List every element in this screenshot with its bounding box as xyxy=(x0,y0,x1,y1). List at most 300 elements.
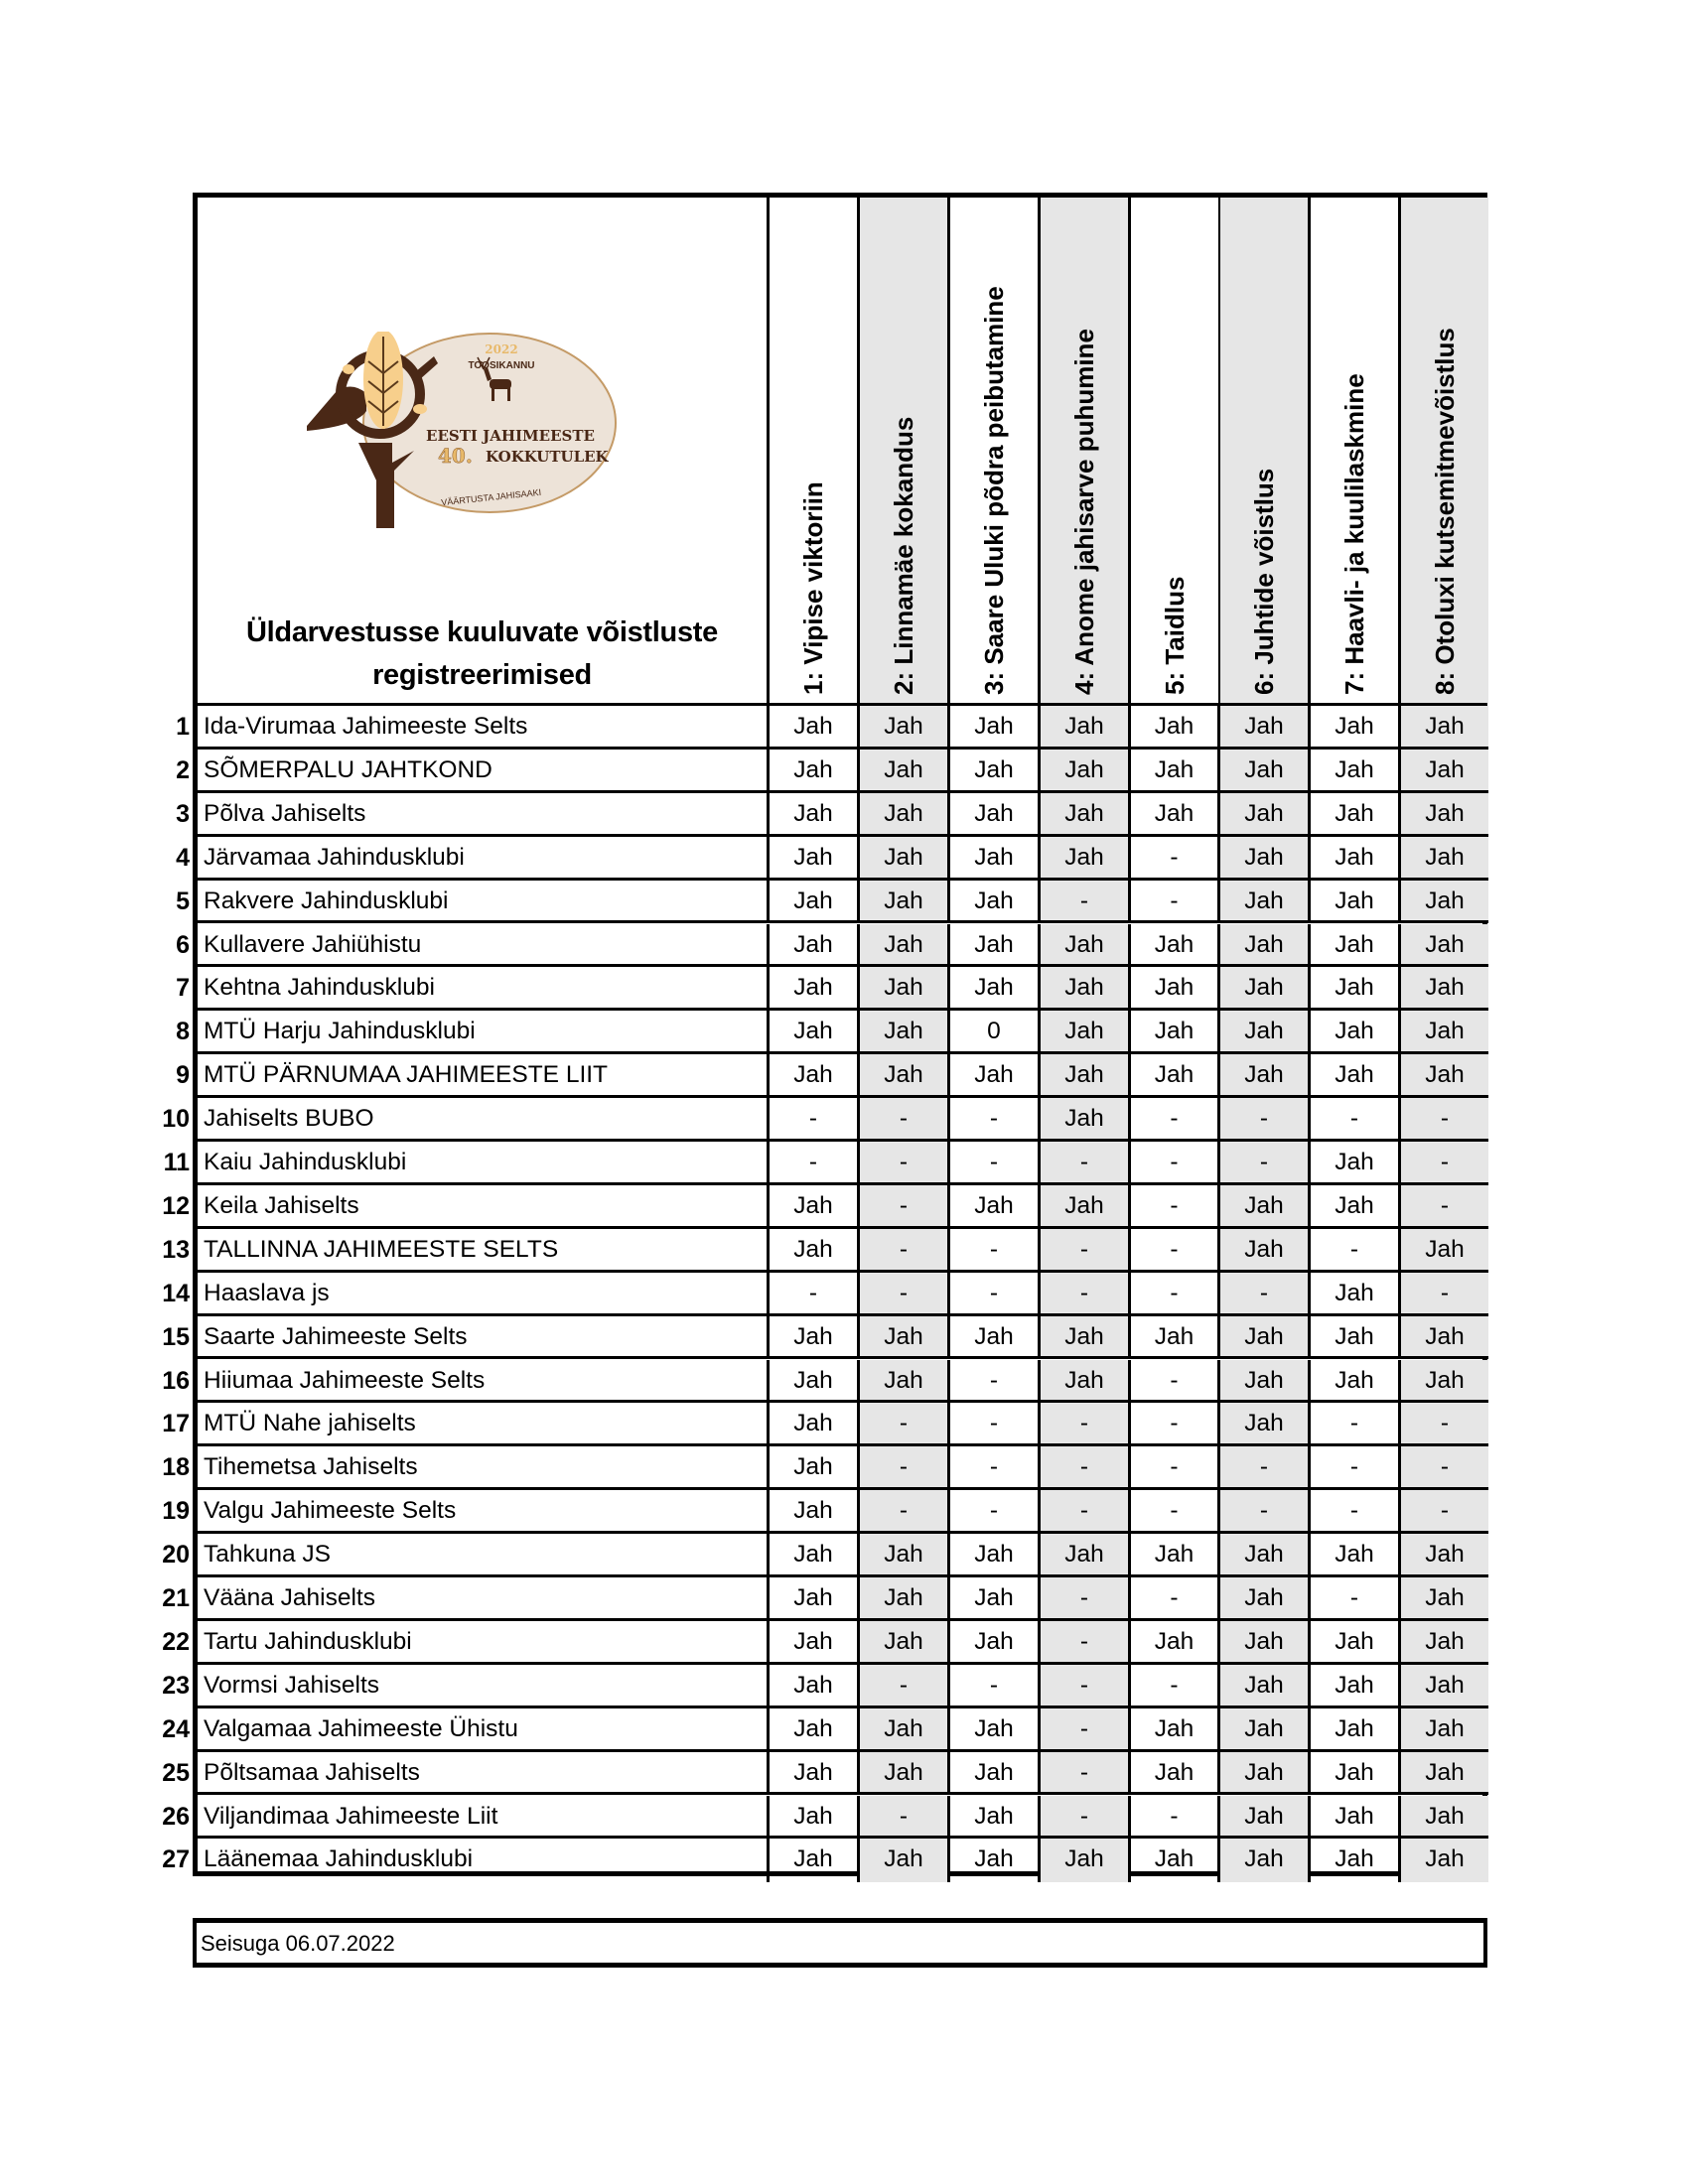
registration-cell: Jah xyxy=(1311,1054,1401,1098)
club-name: Saarte Jahimeeste Selts xyxy=(198,1316,770,1360)
registration-cell: Jah xyxy=(1220,837,1311,881)
registration-cell: - xyxy=(1401,1403,1488,1446)
registration-cell: Jah xyxy=(770,1534,860,1577)
registration-cell: Jah xyxy=(860,1316,950,1360)
row-number: 12 xyxy=(162,1191,190,1220)
registration-cell: Jah xyxy=(1401,1839,1488,1882)
registration-cell: Jah xyxy=(1220,1708,1311,1752)
row-number: 27 xyxy=(162,1845,190,1874)
registration-cell: Jah xyxy=(770,1621,860,1665)
registration-cell: Jah xyxy=(1220,1403,1311,1446)
registration-cell: Jah xyxy=(1401,1316,1488,1360)
registration-cell: Jah xyxy=(860,706,950,750)
registration-cell: Jah xyxy=(1311,1011,1401,1054)
registration-cell: Jah xyxy=(770,837,860,881)
column-header-5 xyxy=(1131,198,1221,703)
registration-cell: - xyxy=(1311,1403,1401,1446)
registration-cell: Jah xyxy=(1041,924,1131,968)
registration-cell: Jah xyxy=(1311,1185,1401,1229)
registration-cell: - xyxy=(1220,1142,1311,1185)
registration-cell: - xyxy=(1041,1403,1131,1446)
registration-cell: Jah xyxy=(1311,1752,1401,1796)
club-name: MTÜ PÄRNUMAA JAHIMEESTE LIIT xyxy=(198,1054,770,1098)
row-number: 19 xyxy=(162,1497,190,1526)
registration-cell: - xyxy=(860,1142,950,1185)
registration-cell: - xyxy=(1131,1142,1220,1185)
row-number: 22 xyxy=(162,1627,190,1656)
registration-cell: Jah xyxy=(1041,706,1131,750)
registration-cell: Jah xyxy=(1311,706,1401,750)
table-row xyxy=(176,881,1482,924)
registration-cell: Jah xyxy=(1311,1708,1401,1752)
row-number: 5 xyxy=(176,887,190,915)
row-number: 1 xyxy=(176,713,190,741)
club-name: MTÜ Harju Jahindusklubi xyxy=(198,1011,770,1054)
column-header-1 xyxy=(770,198,860,703)
row-number: 23 xyxy=(162,1671,190,1700)
club-name: Haaslava js xyxy=(198,1273,770,1316)
registration-cell: Jah xyxy=(1311,1316,1401,1360)
registration-cell: Jah xyxy=(1220,793,1311,837)
registration-cell: Jah xyxy=(1220,1185,1311,1229)
registration-cell: - xyxy=(860,1185,950,1229)
registration-cell: Jah xyxy=(1131,1708,1220,1752)
registration-cell: - xyxy=(1311,1490,1401,1534)
registration-cell: Jah xyxy=(1041,750,1131,793)
registration-cell: Jah xyxy=(1220,1665,1311,1708)
svg-text:40.: 40. xyxy=(438,444,473,468)
registration-cell: Jah xyxy=(860,1621,950,1665)
registration-cell: - xyxy=(1041,1142,1131,1185)
registration-cell: Jah xyxy=(860,1534,950,1577)
row-number: 14 xyxy=(162,1279,190,1307)
registration-cell: - xyxy=(1131,881,1220,924)
title-line-2: registreerimised xyxy=(372,659,592,691)
registration-cell: Jah xyxy=(1220,1360,1311,1404)
registration-cell: - xyxy=(1220,1446,1311,1490)
club-name: SÕMERPALU JAHTKOND xyxy=(198,750,770,793)
registration-cell: Jah xyxy=(1311,1839,1401,1882)
registration-cell: Jah xyxy=(1311,1621,1401,1665)
registration-cell: Jah xyxy=(1131,1054,1220,1098)
registration-cell: Jah xyxy=(1220,1839,1311,1882)
registration-cell: - xyxy=(1041,1621,1131,1665)
table-row xyxy=(162,1490,1482,1534)
status-date: Seisuga 06.07.2022 xyxy=(201,1931,395,1956)
registration-cell: Jah xyxy=(770,1839,860,1882)
table-row xyxy=(162,1621,1482,1665)
registration-cell: - xyxy=(950,1142,1041,1185)
registration-cell: Jah xyxy=(950,1316,1041,1360)
row-number: 10 xyxy=(162,1105,190,1134)
registration-cell: - xyxy=(950,1360,1041,1404)
title-cell xyxy=(198,198,770,703)
club-name: Tihemetsa Jahiselts xyxy=(198,1446,770,1490)
registration-cell: Jah xyxy=(860,1054,950,1098)
registration-cell: Jah xyxy=(770,750,860,793)
registration-cell: Jah xyxy=(950,750,1041,793)
club-name: Viljandimaa Jahimeeste Liit xyxy=(198,1796,770,1840)
registration-cell: Jah xyxy=(1220,1752,1311,1796)
registration-cell: Jah xyxy=(950,1054,1041,1098)
registration-cell: Jah xyxy=(770,1577,860,1621)
column-header-4 xyxy=(1041,198,1131,703)
registration-cell: Jah xyxy=(1311,881,1401,924)
registration-cell: Jah xyxy=(1401,750,1488,793)
registration-cell: Jah xyxy=(950,1708,1041,1752)
registration-cell: - xyxy=(950,1229,1041,1273)
club-name: Tahkuna JS xyxy=(198,1534,770,1577)
registration-cell: Jah xyxy=(1131,924,1220,968)
table-row xyxy=(162,1577,1482,1621)
registration-cell: - xyxy=(1401,1490,1488,1534)
registration-cell: Jah xyxy=(860,924,950,968)
registration-cell: Jah xyxy=(1401,837,1488,881)
registration-cell: - xyxy=(1041,1665,1131,1708)
registration-cell: Jah xyxy=(950,1752,1041,1796)
registration-cell: Jah xyxy=(860,1577,950,1621)
registration-cell: Jah xyxy=(860,881,950,924)
registration-cell: Jah xyxy=(1220,967,1311,1011)
registration-cell: Jah xyxy=(1131,750,1220,793)
registration-cell: - xyxy=(1311,1577,1401,1621)
column-header-3 xyxy=(950,198,1041,703)
club-name: Vormsi Jahiselts xyxy=(198,1665,770,1708)
registration-cell: Jah xyxy=(1220,1011,1311,1054)
registration-cell: Jah xyxy=(1041,1360,1131,1404)
svg-text:KOKKUTULEK: KOKKUTULEK xyxy=(486,448,609,466)
registration-cell: - xyxy=(950,1490,1041,1534)
registration-cell: Jah xyxy=(1401,706,1488,750)
club-name: Põltsamaa Jahiselts xyxy=(198,1752,770,1796)
row-number: 2 xyxy=(176,755,190,784)
registration-cell: Jah xyxy=(1131,967,1220,1011)
registration-cell: Jah xyxy=(950,793,1041,837)
row-number: 7 xyxy=(176,974,190,1003)
registration-cell: - xyxy=(860,1796,950,1840)
table-row xyxy=(162,1229,1482,1273)
svg-text:2022: 2022 xyxy=(485,342,518,356)
registration-cell: Jah xyxy=(1131,706,1220,750)
registration-cell: - xyxy=(1131,1490,1220,1534)
registration-cell: Jah xyxy=(950,706,1041,750)
registration-cell: Jah xyxy=(770,967,860,1011)
table-row xyxy=(162,1534,1482,1577)
registration-cell: - xyxy=(1131,1577,1220,1621)
table-row xyxy=(176,793,1482,837)
club-name: Põlva Jahiselts xyxy=(198,793,770,837)
registration-cell: Jah xyxy=(1311,837,1401,881)
club-name: Järvamaa Jahindusklubi xyxy=(198,837,770,881)
row-number: 16 xyxy=(162,1366,190,1395)
registration-cell: - xyxy=(1220,1273,1311,1316)
registration-cell: Jah xyxy=(1041,1098,1131,1142)
row-number: 11 xyxy=(163,1149,190,1176)
registration-cell: Jah xyxy=(1311,1534,1401,1577)
registration-cell: Jah xyxy=(1401,1708,1488,1752)
registration-cell: - xyxy=(1041,1446,1131,1490)
column-label: 6: Juhtide võistlus xyxy=(1249,468,1279,695)
registration-cell: Jah xyxy=(1311,750,1401,793)
registration-cell: Jah xyxy=(770,1054,860,1098)
table-row xyxy=(162,1752,1482,1796)
registration-cell: - xyxy=(770,1142,860,1185)
column-label: 8: Otoluxi kutsemitmevõistlus xyxy=(1430,328,1460,695)
registration-cell: - xyxy=(1401,1142,1488,1185)
registration-cell: Jah xyxy=(950,837,1041,881)
registration-cell: Jah xyxy=(770,793,860,837)
registration-cell: Jah xyxy=(1401,1621,1488,1665)
registration-cell: - xyxy=(1131,1098,1220,1142)
registration-cell: Jah xyxy=(1401,1011,1488,1054)
registration-cell: Jah xyxy=(950,1621,1041,1665)
registration-cell: Jah xyxy=(1220,750,1311,793)
registration-cell: - xyxy=(1311,1098,1401,1142)
club-name: Hiiumaa Jahimeeste Selts xyxy=(198,1360,770,1404)
table-header xyxy=(198,198,1482,706)
row-number: 17 xyxy=(162,1410,190,1438)
registration-cell: Jah xyxy=(1220,1796,1311,1840)
registration-cell: Jah xyxy=(1131,1839,1220,1882)
registration-cell: - xyxy=(1401,1185,1488,1229)
row-number: 25 xyxy=(162,1758,190,1787)
table-row xyxy=(163,1142,1482,1185)
registration-cell: - xyxy=(860,1490,950,1534)
registration-cell: - xyxy=(1401,1446,1488,1490)
registration-cell: Jah xyxy=(860,1708,950,1752)
table-row xyxy=(162,1665,1482,1708)
registration-cell: Jah xyxy=(770,881,860,924)
registration-cell: - xyxy=(1131,1229,1220,1273)
registration-cell: 0 xyxy=(950,1011,1041,1054)
club-name: Kehtna Jahindusklubi xyxy=(198,967,770,1011)
club-name: Läänemaa Jahindusklubi xyxy=(198,1839,770,1882)
registration-cell: Jah xyxy=(1041,1316,1131,1360)
registration-cell: Jah xyxy=(1131,1316,1220,1360)
registration-cell: Jah xyxy=(1401,1534,1488,1577)
club-name: Valgu Jahimeeste Selts xyxy=(198,1490,770,1534)
registration-cell: Jah xyxy=(1401,1229,1488,1273)
row-number: 8 xyxy=(176,1018,190,1046)
registration-cell: Jah xyxy=(770,1229,860,1273)
registration-cell: - xyxy=(860,1446,950,1490)
registration-cell: - xyxy=(860,1273,950,1316)
registration-cell: Jah xyxy=(950,924,1041,968)
registration-cell: - xyxy=(1131,1403,1220,1446)
registration-cell: Jah xyxy=(770,1360,860,1404)
registration-cell: Jah xyxy=(860,1360,950,1404)
registration-cell: - xyxy=(1041,881,1131,924)
registration-cell: Jah xyxy=(770,1185,860,1229)
registration-cell: - xyxy=(1041,1490,1131,1534)
column-header-7 xyxy=(1311,198,1401,703)
registration-cell: - xyxy=(1311,1229,1401,1273)
title-line-1: Üldarvestusse kuuluvate võistluste xyxy=(246,616,718,648)
table-row xyxy=(176,750,1482,793)
column-label: 4: Anome jahisarve puhumine xyxy=(1069,329,1099,695)
registration-cell: Jah xyxy=(1041,967,1131,1011)
registration-cell: Jah xyxy=(1401,924,1488,968)
registration-cell: Jah xyxy=(770,1316,860,1360)
registration-cell: Jah xyxy=(1131,1534,1220,1577)
registration-cell: - xyxy=(1041,1273,1131,1316)
table-row xyxy=(162,1708,1482,1752)
registration-cell: - xyxy=(950,1665,1041,1708)
registration-cell: - xyxy=(770,1098,860,1142)
registration-cell: Jah xyxy=(1041,1011,1131,1054)
registration-cell: Jah xyxy=(1220,1316,1311,1360)
club-name: Kaiu Jahindusklubi xyxy=(198,1142,770,1185)
registration-cell: - xyxy=(770,1273,860,1316)
registration-cell: - xyxy=(1041,1708,1131,1752)
registration-cell: Jah xyxy=(1220,1577,1311,1621)
registration-cell: Jah xyxy=(1220,924,1311,968)
table-row xyxy=(176,924,1482,968)
registration-cell: - xyxy=(1041,1577,1131,1621)
registration-cell: Jah xyxy=(1041,793,1131,837)
registration-cell: Jah xyxy=(1401,881,1488,924)
registration-cell: Jah xyxy=(770,1490,860,1534)
svg-text:TOOSIKANNU: TOOSIKANNU xyxy=(468,360,535,371)
registration-cell: - xyxy=(1401,1273,1488,1316)
registration-cell: - xyxy=(860,1098,950,1142)
row-number: 15 xyxy=(162,1322,190,1351)
row-number: 20 xyxy=(162,1541,190,1570)
registration-cell: Jah xyxy=(950,1577,1041,1621)
registration-cell: Jah xyxy=(1401,1796,1488,1840)
club-name: Valgamaa Jahimeeste Ühistu xyxy=(198,1708,770,1752)
column-label: 2: Linnamäe kokandus xyxy=(889,416,918,695)
registration-cell: Jah xyxy=(950,1796,1041,1840)
registration-cell: Jah xyxy=(1041,1185,1131,1229)
table-row xyxy=(176,1054,1482,1098)
club-name: TALLINNA JAHIMEESTE SELTS xyxy=(198,1229,770,1273)
registration-cell: Jah xyxy=(1311,1273,1401,1316)
registration-cell: - xyxy=(1041,1796,1131,1840)
column-label: 7: Haavli- ja kuulilaskmine xyxy=(1339,373,1369,695)
registration-cell: - xyxy=(1131,1665,1220,1708)
row-number: 26 xyxy=(162,1802,190,1831)
club-name: Vääna Jahiselts xyxy=(198,1577,770,1621)
club-name: Jahiselts BUBO xyxy=(198,1098,770,1142)
registration-cell: Jah xyxy=(1311,1360,1401,1404)
registration-cell: - xyxy=(1041,1229,1131,1273)
registration-cell: Jah xyxy=(1041,1534,1131,1577)
registration-cell: Jah xyxy=(770,1708,860,1752)
table-row xyxy=(162,1360,1482,1404)
registration-cell: Jah xyxy=(770,1403,860,1446)
club-name: Keila Jahiselts xyxy=(198,1185,770,1229)
club-name: Ida-Virumaa Jahimeeste Selts xyxy=(198,706,770,750)
svg-text:VÄÄRTUSTA JAHISAAKI: VÄÄRTUSTA JAHISAAKI xyxy=(440,486,542,508)
registration-cell: Jah xyxy=(950,1185,1041,1229)
registration-cell: Jah xyxy=(1401,1054,1488,1098)
registration-cell: Jah xyxy=(1401,793,1488,837)
registration-cell: - xyxy=(950,1403,1041,1446)
registration-cell: Jah xyxy=(770,924,860,968)
registration-cell: Jah xyxy=(1401,967,1488,1011)
table-row xyxy=(162,1796,1482,1840)
registration-table xyxy=(162,193,1487,1876)
registration-cell: Jah xyxy=(1311,1142,1401,1185)
registration-cell: Jah xyxy=(1041,1839,1131,1882)
page-title xyxy=(198,612,767,697)
event-logo-icon xyxy=(297,332,625,530)
registration-cell: Jah xyxy=(1311,793,1401,837)
table-row xyxy=(176,967,1482,1011)
row-number: 4 xyxy=(176,843,190,872)
table-row xyxy=(162,1316,1482,1360)
registration-cell: Jah xyxy=(1311,1665,1401,1708)
registration-cell: Jah xyxy=(770,1011,860,1054)
registration-cell: Jah xyxy=(1131,1011,1220,1054)
registration-cell: - xyxy=(950,1098,1041,1142)
registration-cell: Jah xyxy=(950,1839,1041,1882)
registration-cell: Jah xyxy=(1041,1054,1131,1098)
registration-cell: Jah xyxy=(950,1534,1041,1577)
row-number: 21 xyxy=(162,1584,190,1612)
registration-cell: Jah xyxy=(1041,837,1131,881)
registration-cell: - xyxy=(1131,1446,1220,1490)
registration-cell: Jah xyxy=(770,706,860,750)
registration-cell: Jah xyxy=(860,1752,950,1796)
row-number: 3 xyxy=(176,799,190,828)
registration-cell: - xyxy=(1131,1185,1220,1229)
registration-cell: Jah xyxy=(1220,1534,1311,1577)
registration-cell: Jah xyxy=(950,967,1041,1011)
column-label: 5: Taidlus xyxy=(1160,576,1190,695)
registration-cell: Jah xyxy=(860,750,950,793)
registration-cell: Jah xyxy=(860,1011,950,1054)
registration-cell: Jah xyxy=(1220,1229,1311,1273)
svg-text:EESTI JAHIMEESTE: EESTI JAHIMEESTE xyxy=(426,427,595,445)
registration-cell: Jah xyxy=(950,881,1041,924)
table-row xyxy=(162,1446,1482,1490)
registration-cell: - xyxy=(1131,1273,1220,1316)
row-number: 24 xyxy=(162,1714,190,1743)
registration-cell: Jah xyxy=(770,1665,860,1708)
registration-cell: Jah xyxy=(1401,1752,1488,1796)
table-row xyxy=(162,1098,1482,1142)
table-row xyxy=(162,1273,1482,1316)
registration-cell: Jah xyxy=(1220,706,1311,750)
registration-cell: Jah xyxy=(770,1796,860,1840)
registration-cell: Jah xyxy=(1311,924,1401,968)
registration-cell: Jah xyxy=(860,1839,950,1882)
registration-cell: Jah xyxy=(1311,1796,1401,1840)
registration-cell: Jah xyxy=(1131,1621,1220,1665)
registration-cell: Jah xyxy=(860,837,950,881)
registration-cell: - xyxy=(950,1273,1041,1316)
registration-cell: - xyxy=(860,1229,950,1273)
registration-cell: - xyxy=(860,1403,950,1446)
registration-cell: Jah xyxy=(770,1446,860,1490)
registration-cell: - xyxy=(860,1665,950,1708)
table-row xyxy=(162,1403,1482,1446)
registration-cell: - xyxy=(1131,1360,1220,1404)
column-header-2 xyxy=(860,198,950,703)
registration-cell: Jah xyxy=(1401,1577,1488,1621)
registration-cell: Jah xyxy=(1311,967,1401,1011)
row-number: 6 xyxy=(176,930,190,959)
table-row xyxy=(176,706,1482,750)
registration-cell: - xyxy=(1220,1490,1311,1534)
row-number: 13 xyxy=(162,1235,190,1264)
registration-cell: Jah xyxy=(770,1752,860,1796)
status-box xyxy=(193,1918,1487,1968)
table-row xyxy=(176,1011,1482,1054)
table-row xyxy=(162,1839,1482,1882)
